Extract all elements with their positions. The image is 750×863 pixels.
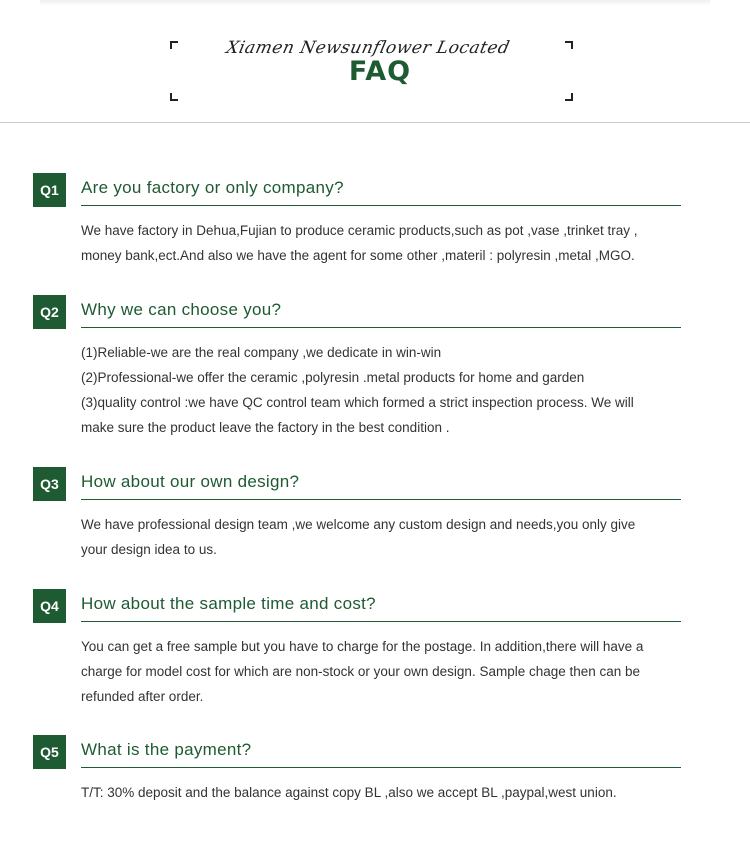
answer-line: (1)Reliable-we are the real company ,we dedicate in win-win bbox=[81, 345, 442, 360]
faq-item-q2 bbox=[33, 295, 683, 440]
answer-line: money bank,ect.And also we have the agent for some other ,materil : polyresin ,metal ,MGO. bbox=[81, 248, 635, 263]
question-badge: Q3 bbox=[33, 467, 66, 501]
corner-bracket-bottom-right bbox=[565, 93, 573, 101]
answer-text bbox=[81, 218, 681, 268]
header-divider bbox=[0, 122, 750, 123]
corner-bracket-bottom-left bbox=[170, 93, 178, 101]
header-subtitle: Xiamen Newsunflower Located bbox=[224, 38, 512, 58]
answer-line: We have professional design team ,we welcome any custom design and needs,you only give bbox=[81, 517, 636, 532]
answer-line: your design idea to us. bbox=[81, 542, 217, 557]
question-underline bbox=[81, 205, 681, 206]
faq-item-q3 bbox=[33, 467, 683, 562]
faq-item-q1 bbox=[33, 173, 683, 268]
answer-line: You can get a free sample but you have to charge for the postage. In addition,there will have a bbox=[81, 639, 644, 654]
faq-header bbox=[0, 0, 750, 123]
answer-line: T/T: 30% deposit and the balance against copy BL ,also we accept BL ,paypal,west union. bbox=[81, 785, 617, 800]
faq-item-q5 bbox=[33, 735, 683, 805]
question-badge: Q5 bbox=[33, 735, 66, 769]
question-underline bbox=[81, 327, 681, 328]
question-text: Why we can choose you? bbox=[81, 300, 282, 319]
answer-line: make sure the product leave the factory in the best condition . bbox=[81, 420, 450, 435]
page-title: FAQ bbox=[348, 56, 412, 87]
question-underline bbox=[81, 767, 681, 768]
faq-question-row bbox=[33, 589, 683, 623]
question-underline bbox=[81, 499, 681, 500]
answer-text bbox=[81, 512, 681, 562]
question-text: Are you factory or only company? bbox=[81, 178, 344, 197]
faq-question-row bbox=[33, 295, 683, 329]
answer-line: (3)quality control :we have QC control team which formed a strict inspection process. We will bbox=[81, 395, 634, 410]
faq-item-q4 bbox=[33, 589, 683, 709]
question-badge: Q4 bbox=[33, 589, 66, 623]
answer-text bbox=[81, 780, 681, 805]
answer-line: refunded after order. bbox=[81, 689, 204, 704]
question-text: How about our own design? bbox=[81, 472, 300, 491]
question-underline bbox=[81, 621, 681, 622]
answer-line: charge for model cost for which are non-stock or your own design. Sample chage then can be bbox=[81, 664, 641, 679]
question-text: What is the payment? bbox=[81, 740, 252, 759]
faq-question-row bbox=[33, 173, 683, 207]
answer-text bbox=[81, 634, 681, 709]
answer-line: We have factory in Dehua,Fujian to produce ceramic products,such as pot ,vase ,trinket tray , bbox=[81, 223, 638, 238]
question-text: How about the sample time and cost? bbox=[81, 594, 376, 613]
faq-question-row bbox=[33, 735, 683, 769]
question-badge: Q1 bbox=[33, 173, 66, 207]
answer-text bbox=[81, 340, 681, 440]
question-badge: Q2 bbox=[33, 295, 66, 329]
answer-line: (2)Professional-we offer the ceramic ,polyresin .metal products for home and garden bbox=[81, 370, 585, 385]
faq-question-row bbox=[33, 467, 683, 501]
